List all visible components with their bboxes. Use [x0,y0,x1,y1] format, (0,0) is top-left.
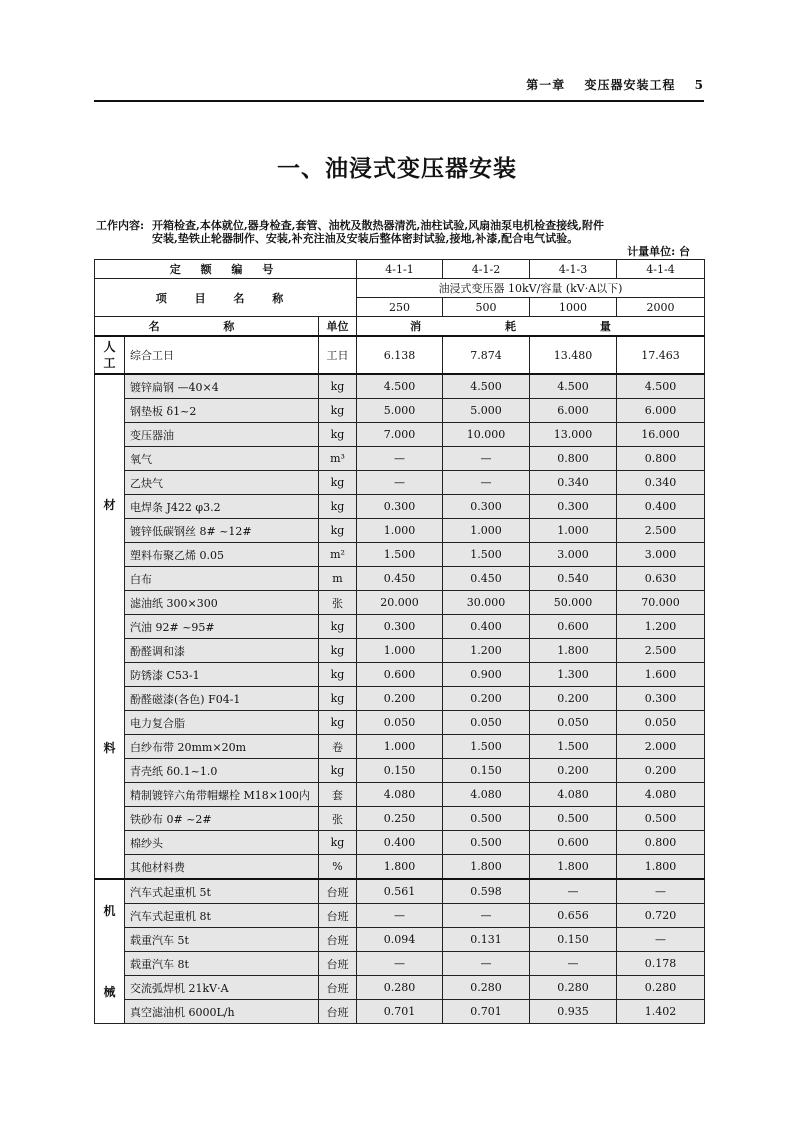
category-label-top: 材 [103,498,116,513]
consumption-value: 0.400 [443,615,530,639]
consumption-value: 0.340 [617,471,705,495]
item-unit: 张 [319,591,357,615]
consumption-value: — [443,447,530,471]
item-unit: kg [319,374,357,399]
consumption-value: 0.300 [617,687,705,711]
consumption-value: 1.200 [617,615,705,639]
consumption-value: 6.138 [357,336,443,374]
consumption-value: 5.000 [443,399,530,423]
quota-code-label: 定 额 编 号 [95,260,357,279]
item-name: 钢垫板 δ1~2 [125,399,319,423]
item-unit: 台班 [319,1000,357,1024]
consumption-value: 1.500 [443,735,530,759]
consumption-value: — [617,879,705,904]
item-unit: 套 [319,783,357,807]
consumption-value: 0.540 [530,567,617,591]
item-name: 汽车式起重机 5t [125,879,319,904]
consumption-value: 1.800 [357,855,443,880]
consumption-value: 0.701 [443,1000,530,1024]
consumption-value: 0.340 [530,471,617,495]
table-row [95,336,705,374]
consumption-value: 1.000 [357,639,443,663]
item-unit: kg [319,711,357,735]
item-name: 酚醛磁漆(各色) F04-1 [125,687,319,711]
consumption-value: 0.720 [617,904,705,928]
consumption-value: — [357,952,443,976]
consumption-value: 3.000 [530,543,617,567]
item-unit: % [319,855,357,880]
item-unit: kg [319,519,357,543]
item-unit: kg [319,615,357,639]
consumption-value: — [443,904,530,928]
table-row [95,879,705,904]
consumption-value: 0.050 [617,711,705,735]
item-name: 防锈漆 C53-1 [125,663,319,687]
item-name: 塑料布聚乙烯 0.05 [125,543,319,567]
unit-column-header: 单位 [319,317,357,337]
consumption-value: 0.600 [530,831,617,855]
consumption-value: — [357,904,443,928]
item-name: 白布 [125,567,319,591]
item-name: 白纱布带 20mm×20m [125,735,319,759]
item-unit: kg [319,423,357,447]
consumption-value: 0.400 [357,831,443,855]
capacity-cell: 1000 [530,298,617,317]
table-row [95,1000,705,1024]
table-row [95,495,705,519]
consumption-value: 0.400 [617,495,705,519]
table-row [95,639,705,663]
item-name: 青壳纸 δ0.1~1.0 [125,759,319,783]
consumption-value: 0.300 [357,495,443,519]
item-unit: m² [319,543,357,567]
item-unit: kg [319,495,357,519]
consumption-value: 6.000 [530,399,617,423]
item-name: 铁砂布 0# ~2# [125,807,319,831]
consumption-value: 1.800 [530,639,617,663]
consumption-value: 7.000 [357,423,443,447]
item-name: 乙炔气 [125,471,319,495]
consumption-value: 4.080 [357,783,443,807]
consumption-value: 0.500 [617,807,705,831]
quota-code: 4-1-2 [443,260,530,279]
consumption-value: 1.000 [443,519,530,543]
table-row [95,831,705,855]
item-unit: 台班 [319,879,357,904]
item-unit: m³ [319,447,357,471]
consumption-value: 0.150 [443,759,530,783]
consumption-value: 0.600 [357,663,443,687]
quota-code: 4-1-1 [357,260,443,279]
consumption-value: 13.480 [530,336,617,374]
page-title: 一、油浸式变压器安装 [277,156,517,182]
table-row [95,759,705,783]
consumption-value: 0.280 [617,976,705,1000]
consumption-value: — [357,447,443,471]
consumption-value: 1.000 [357,519,443,543]
item-unit: 台班 [319,928,357,952]
item-name: 载重汽车 8t [125,952,319,976]
consumption-value: 0.280 [443,976,530,1000]
consumption-value: 1.600 [617,663,705,687]
consumption-value: 0.200 [617,759,705,783]
item-name: 交流弧焊机 21kV·A [125,976,319,1000]
consumption-value: 0.050 [530,711,617,735]
consumption-value: 1.500 [357,543,443,567]
item-unit: 工日 [319,336,357,374]
category-cell: 人工 [95,336,125,374]
item-name: 其他材料费 [125,855,319,880]
consumption-value: 0.280 [357,976,443,1000]
consumption-value: 1.800 [617,855,705,880]
item-name: 综合工日 [125,336,319,374]
consumption-value: — [443,471,530,495]
item-unit: 台班 [319,976,357,1000]
table-row [95,374,705,399]
consumption-value: 6.000 [617,399,705,423]
table-row [95,687,705,711]
consumption-value: 4.500 [530,374,617,399]
consumption-value: 16.000 [617,423,705,447]
consumption-value: 5.000 [357,399,443,423]
item-name: 棉纱头 [125,831,319,855]
item-name: 电焊条 J422 φ3.2 [125,495,319,519]
consumption-value: 0.200 [530,687,617,711]
consumption-value: 0.300 [530,495,617,519]
consumption-value: 0.500 [530,807,617,831]
consumption-column-header: 消 耗 量 [357,317,705,337]
table-row [95,976,705,1000]
consumption-value: 0.800 [530,447,617,471]
consumption-value: — [357,471,443,495]
table-row [95,615,705,639]
capacity-cell: 2000 [617,298,705,317]
consumption-value: 0.178 [617,952,705,976]
category-label-bottom: 械 [103,984,116,999]
consumption-value: 4.080 [617,783,705,807]
consumption-value: 0.150 [530,928,617,952]
consumption-value: 0.300 [443,495,530,519]
chapter-title: 变压器安装工程 [584,78,676,92]
table-row [95,855,705,880]
consumption-value: 1.402 [617,1000,705,1024]
consumption-value: 0.150 [357,759,443,783]
item-unit: 张 [319,807,357,831]
item-name: 真空滤油机 6000L/h [125,1000,319,1024]
table-row [95,783,705,807]
consumption-value: 0.131 [443,928,530,952]
consumption-value: 0.800 [617,447,705,471]
item-unit: kg [319,399,357,423]
item-name-label: 项 目 名 称 [95,279,357,317]
item-unit: 台班 [319,952,357,976]
consumption-value: 0.250 [357,807,443,831]
consumption-value: 20.000 [357,591,443,615]
consumption-value: 0.561 [357,879,443,904]
capacity-cell: 250 [357,298,443,317]
consumption-value: 1.500 [443,543,530,567]
work-content-label: 工作内容: [96,219,145,232]
item-unit: kg [319,471,357,495]
item-name: 汽车式起重机 8t [125,904,319,928]
consumption-value: 0.500 [443,807,530,831]
table-row [95,471,705,495]
table-row [95,519,705,543]
chapter-number: 第一章 [526,78,566,92]
table-row [95,567,705,591]
consumption-value: 30.000 [443,591,530,615]
quota-code: 4-1-3 [530,260,617,279]
item-description: 油浸式变压器 10kV/容量 (kV·A以下) [357,279,705,298]
consumption-value: 17.463 [617,336,705,374]
consumption-value: 0.050 [443,711,530,735]
consumption-value: 0.200 [443,687,530,711]
consumption-value: 0.935 [530,1000,617,1024]
consumption-value: 4.500 [357,374,443,399]
consumption-value: — [530,879,617,904]
table-row [95,807,705,831]
running-head [512,76,704,93]
consumption-value: 0.701 [357,1000,443,1024]
table-row [95,591,705,615]
item-name: 滤油纸 300×300 [125,591,319,615]
consumption-value: 1.200 [443,639,530,663]
table-row [95,663,705,687]
table-row [95,447,705,471]
consumption-value: 4.080 [443,783,530,807]
item-name: 氧气 [125,447,319,471]
table-row [95,543,705,567]
item-unit: kg [319,663,357,687]
item-name: 变压器油 [125,423,319,447]
consumption-value: 1.300 [530,663,617,687]
item-name: 镀锌扁钢 —40×4 [125,374,319,399]
measurement-unit: 计量单位: 台 [627,245,690,258]
consumption-value: 4.080 [530,783,617,807]
consumption-value: 1.800 [530,855,617,880]
consumption-value: 0.600 [530,615,617,639]
item-unit: kg [319,687,357,711]
consumption-value: — [617,928,705,952]
consumption-value: 0.900 [443,663,530,687]
page-header [94,74,704,94]
table-row [95,423,705,447]
consumption-value: 0.598 [443,879,530,904]
capacity-cell: 500 [443,298,530,317]
item-unit: kg [319,639,357,663]
category-label-bottom: 料 [103,740,116,755]
consumption-value: 0.450 [357,567,443,591]
consumption-value: 50.000 [530,591,617,615]
consumption-value: 4.500 [617,374,705,399]
consumption-value: 0.630 [617,567,705,591]
item-unit: kg [319,759,357,783]
consumption-value: 7.874 [443,336,530,374]
category-cell [95,879,125,1024]
consumption-value: 2.500 [617,519,705,543]
consumption-value: 3.000 [617,543,705,567]
table-row [95,399,705,423]
item-unit: m [319,567,357,591]
consumption-value: 0.200 [357,687,443,711]
item-name: 电力复合脂 [125,711,319,735]
consumption-value: 1.800 [443,855,530,880]
table-row [95,735,705,759]
consumption-value: 0.300 [357,615,443,639]
consumption-value: 4.500 [443,374,530,399]
page-number: 5 [694,78,704,92]
consumption-value: 10.000 [443,423,530,447]
table-row [95,904,705,928]
category-label-top: 机 [103,904,116,919]
consumption-value: 0.200 [530,759,617,783]
work-content-text: 开箱检查,本体就位,器身检查,套管、油枕及散热器清洗,油柱试验,风扇油泵电机检查接线,附件安装,垫铁止轮器制作、安装,补充注油及安装后整体密封试验,接地,补漆,配合电气试验。 [152,219,604,245]
consumption-value: 0.800 [617,831,705,855]
consumption-value: 1.000 [530,519,617,543]
item-name: 精制镀锌六角带帽螺栓 M18×100内 [125,783,319,807]
consumption-value: — [530,952,617,976]
quota-table [94,259,705,1024]
item-name: 镀锌低碳钢丝 8# ~12# [125,519,319,543]
consumption-value: 0.450 [443,567,530,591]
consumption-value: 2.000 [617,735,705,759]
consumption-value: 0.500 [443,831,530,855]
item-name: 酚醛调和漆 [125,639,319,663]
item-unit: kg [319,831,357,855]
table-row [95,928,705,952]
consumption-value: 0.656 [530,904,617,928]
quota-code: 4-1-4 [617,260,705,279]
consumption-value: 13.000 [530,423,617,447]
consumption-value: — [443,952,530,976]
consumption-value: 2.500 [617,639,705,663]
table-row [95,952,705,976]
consumption-value: 1.000 [357,735,443,759]
consumption-value: 0.094 [357,928,443,952]
consumption-value: 70.000 [617,591,705,615]
consumption-value: 1.500 [530,735,617,759]
item-name: 载重汽车 5t [125,928,319,952]
item-unit: 卷 [319,735,357,759]
consumption-value: 0.050 [357,711,443,735]
item-name: 汽油 92# ~95# [125,615,319,639]
header-rule [94,100,704,102]
item-unit: 台班 [319,904,357,928]
consumption-value: 0.280 [530,976,617,1000]
table-row [95,711,705,735]
name-column-header: 名 称 [95,317,319,337]
category-cell [95,374,125,879]
